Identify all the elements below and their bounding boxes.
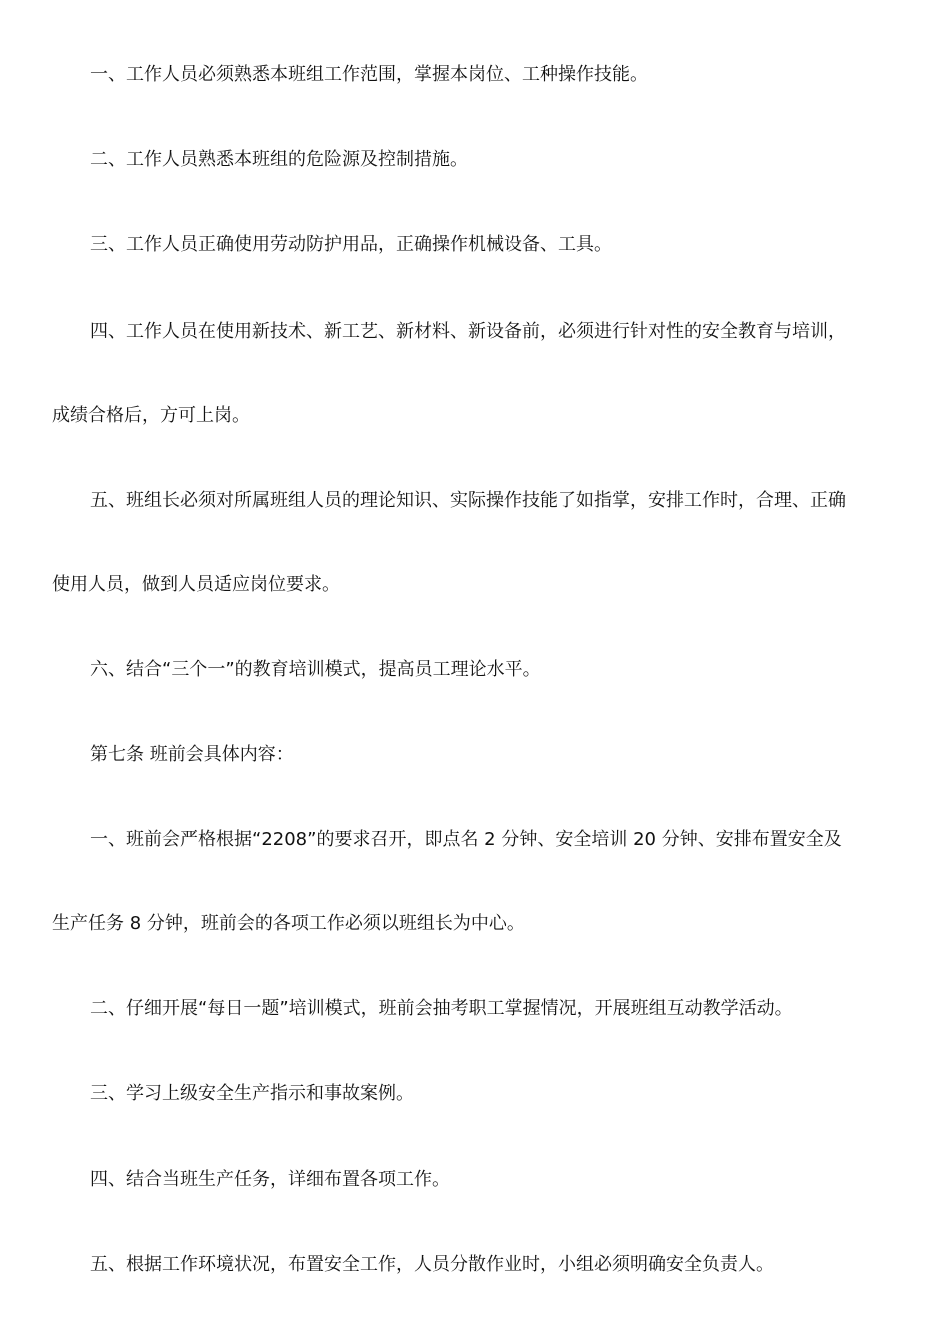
paragraph-line: 三、工作人员正确使用劳动防护用品，正确操作机械设备、工具。 (90, 234, 612, 255)
section-heading: 第七条 班前会具体内容： (90, 744, 294, 765)
paragraph-line: 一、工作人员必须熟悉本班组工作范围，掌握本岗位、工种操作技能。 (90, 64, 648, 85)
paragraph-line: 成绩合格后，方可上岗。 (52, 405, 250, 426)
paragraph-line: 一、班前会严格根据“2208”的要求召开，即点名 2 分钟、安全培训 20 分钟、安排布置安全及 (90, 829, 842, 850)
paragraph-line: 二、工作人员熟悉本班组的危险源及控制措施。 (90, 149, 468, 170)
paragraph-line: 四、工作人员在使用新技术、新工艺、新材料、新设备前，必须进行针对性的安全教育与培训， (90, 321, 846, 342)
paragraph-line: 使用人员，做到人员适应岗位要求。 (52, 574, 340, 595)
paragraph-line: 五、根据工作环境状况，布置安全工作，人员分散作业时，小组必须明确安全负责人。 (90, 1254, 774, 1275)
paragraph-line: 生产任务 8 分钟，班前会的各项工作必须以班组长为中心。 (52, 913, 525, 934)
paragraph-line: 二、仔细开展“每日一题”培训模式，班前会抽考职工掌握情况，开展班组互动教学活动。 (90, 998, 793, 1019)
paragraph-line: 五、班组长必须对所属班组人员的理论知识、实际操作技能了如指掌，安排工作时，合理、正确 (90, 490, 846, 511)
paragraph-line: 六、结合“三个一”的教育培训模式，提高员工理论水平。 (90, 659, 541, 680)
paragraph-line: 三、学习上级安全生产指示和事故案例。 (90, 1083, 414, 1104)
paragraph-line: 四、结合当班生产任务，详细布置各项工作。 (90, 1169, 450, 1190)
